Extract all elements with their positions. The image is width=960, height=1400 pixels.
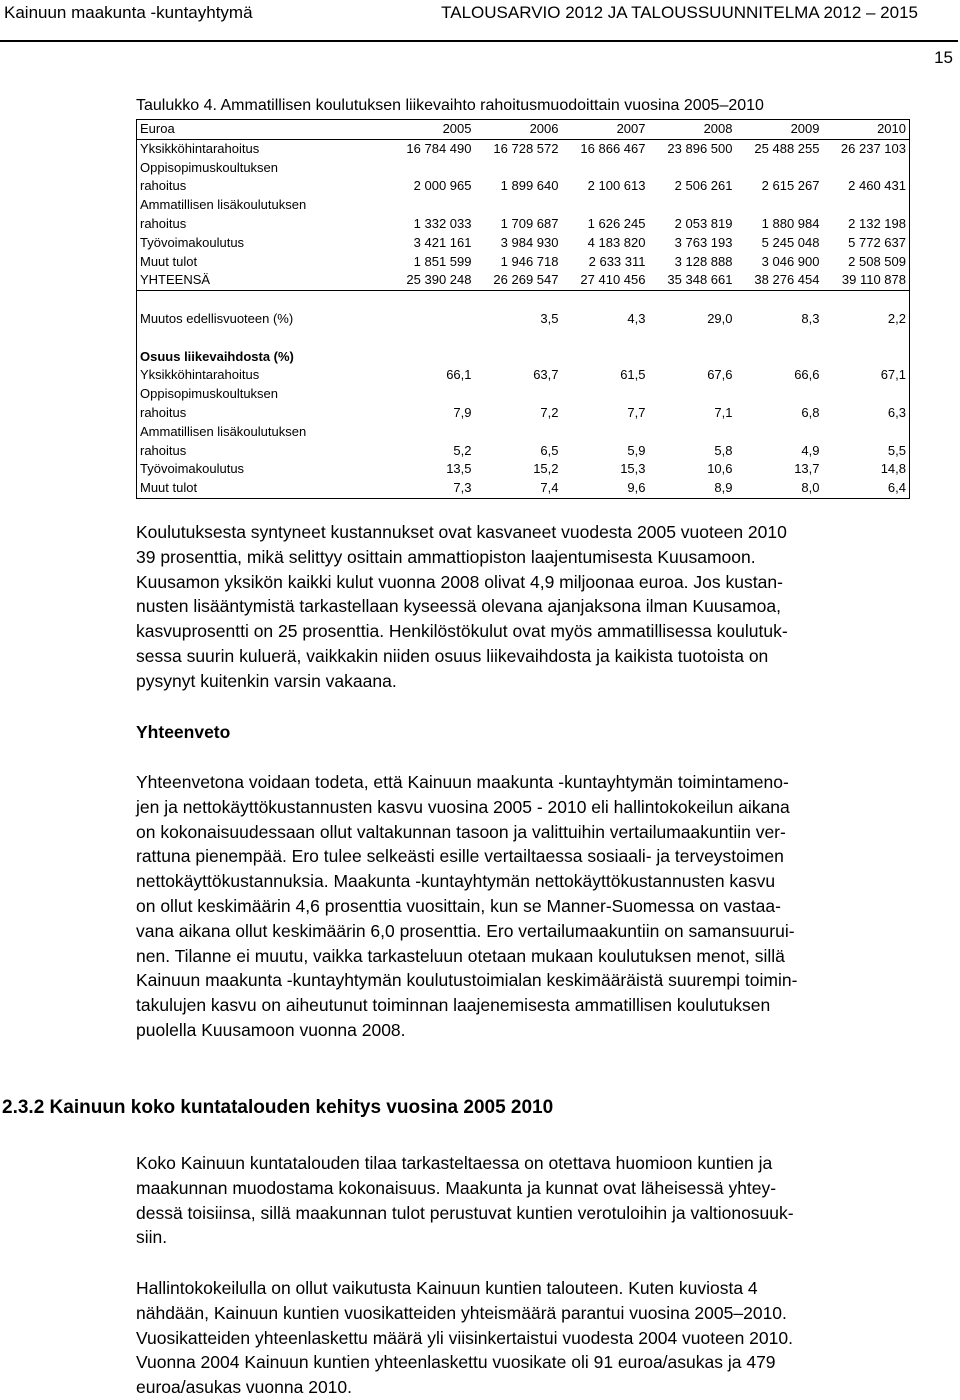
text-line: Koulutuksesta syntyneet kustannukset ovat kasvaneet vuodesta 2005 vuoteen 2010 — [136, 522, 787, 542]
page-number: 15 — [934, 48, 953, 67]
column-header: 2006 — [475, 120, 562, 140]
row-label: Oppisopimuskoultuksen — [140, 159, 279, 175]
table-cell — [387, 159, 475, 178]
table-cell: 26 237 103 — [840, 140, 906, 156]
header-rule — [0, 40, 958, 42]
table-cell: 8,3 — [801, 310, 820, 326]
table-cell: 2,2 — [887, 310, 906, 326]
table-cell: 1 332 033 — [413, 215, 472, 231]
table-cell: 3,5 — [540, 310, 559, 326]
table-cell — [562, 329, 649, 348]
table-cell — [736, 196, 823, 215]
table-cell — [823, 423, 910, 442]
table-cell: 15,2 — [533, 461, 559, 477]
table-cell — [562, 385, 649, 404]
table-row — [137, 196, 910, 215]
header-document-title: TALOUSARVIO 2012 JA TALOUSSUUNNITELMA 2012 – 2015 — [441, 3, 918, 22]
table-cell — [387, 329, 475, 348]
table-cell: 2 460 431 — [848, 178, 906, 194]
table-cell: 16 728 572 — [493, 140, 559, 156]
text-line: on kokonaisuudessaan ollut valtakunnan tasoon ja valittuihin vertailumaakuntiin ver- — [136, 821, 786, 842]
table-cell — [736, 348, 823, 367]
row-label: rahoitus — [140, 215, 187, 231]
text-line: takulujen kasvu on aiheutunut toiminnan laajenemisesta ammatillisen koulutuksen — [136, 995, 771, 1016]
text-line: vana aikana ollut keskimäärin 6,0 prosenttia. Ero vertailumaakuntiin on samansuurui- — [136, 920, 795, 941]
text-line: nettokäyttökustannuksia. Maakunta -kuntayhtymän nettokäyttökustannusten kasvu — [136, 871, 776, 892]
paragraph-municipal-economy — [136, 1151, 916, 1250]
table-cell — [736, 385, 823, 404]
table-cell — [736, 159, 823, 178]
table-cell: 3 128 888 — [674, 253, 733, 269]
text-line: Hallintokokeilulla on ollut vaikutusta Kainuun kuntien talouteen. Kuten kuviosta 4 — [136, 1278, 758, 1298]
table-caption: Taulukko 4. Ammatillisen koulutuksen liikevaihto rahoitusmuodoittain vuosina 2005–2010 — [136, 97, 764, 114]
table-row — [137, 423, 910, 442]
row-label: rahoitus — [140, 442, 187, 458]
table-cell: 38 276 454 — [736, 271, 823, 290]
table-cell: 1 899 640 — [500, 178, 559, 194]
table-cell — [823, 385, 910, 404]
table-cell: 5 245 048 — [761, 234, 820, 250]
table-cell: 13,7 — [794, 461, 820, 477]
table-cell: 3 421 161 — [413, 234, 472, 250]
text-line: Kuusamon yksikön kaikki kulut vuonna 2008 olivat 4,9 miljoonaa euroa. Jos kustan- — [136, 571, 783, 592]
table-cell: 67,1 — [880, 367, 906, 383]
page-header — [0, 0, 960, 44]
table-header-row — [137, 120, 910, 140]
table-cell — [823, 291, 910, 310]
turnover-table — [136, 119, 910, 499]
table-cell — [649, 348, 736, 367]
row-label: rahoitus — [140, 178, 187, 194]
table-cell — [649, 291, 736, 310]
table-row — [137, 271, 910, 290]
table-cell — [823, 159, 910, 178]
table-cell: 6,5 — [540, 442, 559, 458]
table-row — [137, 139, 910, 158]
column-header: 2009 — [736, 120, 823, 140]
table-cell: 1 709 687 — [500, 215, 559, 231]
text-line: on ollut keskimäärin 4,6 prosenttia vuosittain, kun se Manner-Suomessa on vastaa- — [136, 895, 781, 916]
table-cell — [562, 291, 649, 310]
text-line: puolella Kuusamoon vuonna 2008. — [136, 1019, 406, 1040]
table-cell: 6,8 — [801, 404, 820, 420]
row-label: Muutos edellisvuoteen (%) — [140, 310, 294, 326]
table-row — [137, 310, 910, 329]
text-line: rattuna pienempää. Ero tulee selkeästi esille vertailtaessa sosiaali- ja terveystoimen — [136, 846, 784, 867]
table-cell: 14,8 — [880, 461, 906, 477]
table-cell: 25 488 255 — [754, 140, 820, 156]
row-label: Työvoimakoulutus — [140, 461, 245, 477]
table-row — [137, 253, 910, 272]
table-cell: 15,3 — [620, 461, 646, 477]
column-header: 2005 — [387, 120, 475, 140]
table-cell: 66,1 — [446, 367, 472, 383]
table-cell: 1 880 984 — [761, 215, 820, 231]
table-cell: 29,0 — [707, 310, 733, 326]
table-cell — [562, 196, 649, 215]
row-label: Muut tulot — [140, 253, 198, 269]
text-line: Yhteenvetona voidaan todeta, että Kainuun maakunta -kuntayhtymän toimintameno- — [136, 772, 789, 792]
table-cell — [562, 423, 649, 442]
row-label: Ammatillisen lisäkoulutuksen — [140, 197, 307, 213]
table-cell: 10,6 — [707, 461, 733, 477]
table-cell — [562, 348, 649, 367]
table-cell — [387, 310, 475, 329]
table-cell — [475, 291, 562, 310]
row-label: YHTEENSÄ — [137, 271, 387, 290]
table-cell: 39 110 878 — [823, 271, 910, 290]
section-heading: 2.3.2 Kainuun koko kuntatalouden kehitys vuosina 2005 2010 — [2, 1097, 554, 1118]
table-cell: 25 390 248 — [387, 271, 475, 290]
table-cell: 2 053 819 — [674, 215, 733, 231]
table-cell: 1 946 718 — [500, 253, 559, 269]
table-cell: 27 410 456 — [562, 271, 649, 290]
table-cell: 3 763 193 — [674, 234, 733, 250]
column-header: 2010 — [823, 120, 910, 140]
table-row — [137, 385, 910, 404]
table-cell: 2 132 198 — [848, 215, 906, 231]
table-row — [137, 291, 910, 310]
table-body — [137, 139, 910, 498]
table-cell: 6,3 — [887, 404, 906, 420]
table-cell: 7,9 — [453, 404, 472, 420]
row-label: rahoitus — [140, 404, 187, 420]
table-cell — [475, 329, 562, 348]
table-row — [137, 460, 910, 479]
table-cell — [736, 329, 823, 348]
table-cell — [823, 348, 910, 367]
table-cell: 7,7 — [627, 404, 646, 420]
paragraph-pilot-effect — [136, 1276, 916, 1400]
table-row — [137, 404, 910, 423]
table-cell: 6,4 — [887, 480, 906, 496]
table-cell: 23 896 500 — [667, 140, 733, 156]
table-cell: 67,6 — [707, 367, 733, 383]
table-cell — [387, 196, 475, 215]
text-line: 39 prosenttia, mikä selittyy osittain ammattiopiston laajentumisesta Kuusamoon. — [136, 546, 756, 567]
table-cell: 3 046 900 — [761, 253, 820, 269]
text-line: euroa/asukas vuonna 2010. — [136, 1377, 352, 1398]
table-cell — [475, 423, 562, 442]
table-cell: 2 506 261 — [674, 178, 733, 194]
table-cell — [475, 348, 562, 367]
table-cell — [736, 291, 823, 310]
table-cell: 3 984 930 — [500, 234, 559, 250]
table-cell: 5,8 — [714, 442, 733, 458]
table-cell — [736, 423, 823, 442]
table-cell: 2 100 613 — [587, 178, 646, 194]
table-cell: 4 183 820 — [587, 234, 646, 250]
table-cell: 1 626 245 — [587, 215, 646, 231]
text-line: pysynyt kuitenkin varsin vakaana. — [136, 670, 397, 691]
table-row — [137, 329, 910, 348]
table-cell: 35 348 661 — [649, 271, 736, 290]
table-cell: 5,2 — [453, 442, 472, 458]
table-cell: 7,2 — [540, 404, 559, 420]
text-line: dessä toisiinsa, sillä maakunnan tulot perustuvat kuntien verotuloihin ja valtionosuuk- — [136, 1202, 794, 1223]
text-line: Kainuun maakunta -kuntayhtymän koulutustoimialan keskimääräistä suurempi toimin- — [136, 970, 798, 991]
table-cell — [823, 329, 910, 348]
table-cell — [649, 329, 736, 348]
table-cell: 8,0 — [801, 480, 820, 496]
text-line: nusten lisääntymistä tarkastellaan kyseessä olevana ajanjaksona ilman Kuusamoa, — [136, 596, 781, 617]
table-cell: 7,3 — [453, 480, 472, 496]
paragraph-summary — [136, 770, 916, 1043]
text-line: nen. Tilanne ei muutu, vaikka tarkasteluun otetaan mukaan koulutuksen menot, sillä — [136, 945, 785, 966]
table-cell: 4,3 — [627, 310, 646, 326]
table-cell: 2 615 267 — [761, 178, 820, 194]
text-line: sessa suurin kuluerä, vaikkakin niiden osuus liikevaihdosta ja kaikista tuotoista on — [136, 645, 769, 666]
text-line: siin. — [136, 1227, 168, 1248]
table-cell: 5 772 637 — [848, 234, 906, 250]
table-cell: 16 866 467 — [580, 140, 646, 156]
table-row — [137, 348, 910, 367]
table-cell: 4,9 — [801, 442, 820, 458]
text-line: nähdään, Kainuun kuntien vuosikatteiden yhteismäärä parantui vuosina 2005–2010. — [136, 1302, 787, 1323]
table-cell — [475, 196, 562, 215]
table-cell — [387, 348, 475, 367]
text-line: maakunnan muodostama kokonaisuus. Maakunta ja kunnat ovat läheisessä yhtey- — [136, 1177, 777, 1198]
table-cell: 2 508 509 — [848, 253, 906, 269]
text-line: kasvuprosentti on 25 prosenttia. Henkilöstökulut ovat myös ammatillisessa koulutuk- — [136, 621, 788, 642]
heading-summary: Yhteenveto — [136, 722, 231, 742]
table-row — [137, 366, 910, 385]
table-cell: 61,5 — [620, 367, 646, 383]
table-cell: 7,1 — [714, 404, 733, 420]
table-cell — [387, 291, 475, 310]
text-line: Vuonna 2004 Kainuun kuntien yhteenlaskettu vuosikate oli 91 euroa/asukas ja 479 — [136, 1352, 776, 1373]
table-cell — [649, 385, 736, 404]
table-cell — [387, 423, 475, 442]
table-cell: 7,4 — [540, 480, 559, 496]
table-cell — [649, 196, 736, 215]
table-row — [137, 215, 910, 234]
header-organization: Kainuun maakunta -kuntayhtymä — [4, 3, 253, 22]
text-line: Koko Kainuun kuntatalouden tilaa tarkasteltaessa on otettava huomioon kuntien ja — [136, 1153, 773, 1173]
table-cell: 5,9 — [627, 442, 646, 458]
column-header: 2008 — [649, 120, 736, 140]
row-label: Yksikköhintarahoitus — [140, 367, 260, 383]
table-cell: 26 269 547 — [475, 271, 562, 290]
table-cell — [387, 385, 475, 404]
table-row — [137, 177, 910, 196]
table-cell — [649, 159, 736, 178]
row-label: Yksikköhintarahoitus — [140, 140, 260, 156]
table-cell: 66,6 — [794, 367, 820, 383]
table-row — [137, 479, 910, 498]
table-cell: 2 633 311 — [588, 253, 646, 269]
table-row — [137, 159, 910, 178]
row-label: Ammatillisen lisäkoulutuksen — [140, 423, 307, 439]
paragraph-costs — [136, 520, 916, 694]
table-cell: 13,5 — [446, 461, 472, 477]
table-cell: 16 784 490 — [406, 140, 472, 156]
table-cell — [475, 385, 562, 404]
table-cell — [649, 423, 736, 442]
table-cell: 8,9 — [714, 480, 733, 496]
table-cell: 5,5 — [887, 442, 906, 458]
table-cell — [562, 159, 649, 178]
table-cell: 63,7 — [533, 367, 559, 383]
table-cell: 1 851 599 — [413, 253, 472, 269]
column-header: 2007 — [562, 120, 649, 140]
table-cell — [823, 196, 910, 215]
row-label — [137, 291, 387, 310]
table-row — [137, 442, 910, 461]
table-cell: 2 000 965 — [413, 178, 472, 194]
text-line: jen ja nettokäyttökustannusten kasvu vuosina 2005 - 2010 eli hallintokokeilun aikana — [136, 796, 790, 817]
row-label: Työvoimakoulutus — [140, 234, 245, 250]
table-cell: 9,6 — [627, 480, 646, 496]
row-label: Oppisopimuskoultuksen — [140, 386, 279, 402]
row-label: Osuus liikevaihdosta (%) — [140, 348, 294, 364]
column-header: Euroa — [137, 120, 387, 140]
table-row — [137, 234, 910, 253]
row-label — [137, 329, 387, 348]
row-label: Muut tulot — [140, 480, 198, 496]
text-line: Vuosikatteiden yhteenlaskettu määrä yli viisinkertaistui vuodesta 2004 vuoteen 2010. — [136, 1327, 793, 1348]
table-cell — [475, 159, 562, 178]
